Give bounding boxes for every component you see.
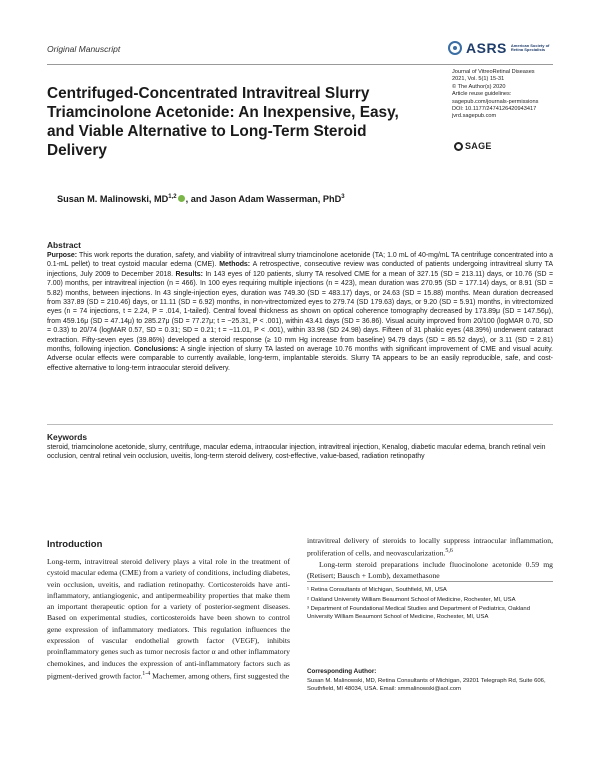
corresponding-author-details: Susan M. Malinowski, MD, Retina Consultants of Michigan, 29201 Telegraph Rd, Suite 606, Southfield, MI 48034, USA. Email: smmalinowski@aol.com (307, 678, 546, 692)
author-connector: , and (185, 194, 210, 205)
affiliation-2: ² Oakland University William Beaumont School of Medicine, Rochester, MI, USA (307, 596, 516, 603)
corresponding-author-heading: Corresponding Author: (307, 668, 377, 675)
methods-text: A retrospective, consecutive review was conducted of patients undergoing intravitreal slurry TA injections, July 2009 to December 2018. (47, 261, 554, 278)
asrs-logo-text: ASRS (466, 40, 507, 56)
conclusions-text: A single injection of slurry TA lasted on average 10.76 months with significant improvement of CME and visual acuity. Adverse ocular effects were comparable to currently available, long-term, implantable steroids. Slurry TA appears to be an easily reproducible, safe, and cost-effective alternative to long-term intraocular steroid delivery. (47, 346, 553, 372)
journal-name: Journal of VitreoRetinal Diseases (452, 69, 535, 75)
doi[interactable]: DOI: 10.1177/2474126420943417 (452, 106, 537, 113)
citation-1-4[interactable]: 1-4 (142, 670, 151, 677)
affiliation-3: ³ Department of Foundational Medical Studies and Department of Pediatrics, Oakland University William Beaumont School of Medicine, Rochester, MI, USA (307, 606, 530, 620)
author-1-affiliation: 1,2 (168, 194, 177, 200)
journal-volume: 2021, Vol. 5(1) 15-31 (452, 76, 505, 83)
sage-logo (454, 141, 492, 151)
keywords-heading: Keywords (47, 432, 88, 442)
keywords-divider (47, 424, 553, 425)
sage-logo-text: SAGE (465, 141, 492, 151)
keywords-list: steroid, triamcinolone acetonide, slurry, centrifuge, macular edema, intraocular injection, intravitreal injection, Kenalog, diabetic macular edema, branch retinal vein occlusion, central retinal vein occlusion, uveitis, long-term steroid delivery, cost-effective, value-based, radiation retinopathy (47, 444, 546, 461)
article-title: Centrifuged-Concentrated Intravitreal Slurry Triamcinolone Acetonide: An Inexpensive, Easy, and Viable Alternative to Long-Term Steroid Delivery (47, 85, 399, 159)
citation-5-6[interactable]: 5,6 (445, 548, 453, 555)
header-divider (47, 64, 553, 65)
intro-paragraph-1: Long-term, intravitreal steroid delivery plays a vital role in the treatment of cystoid macular edema (CME) from a variety of conditions, including diabetes, vein occlusion, uveitis, and radiation retinopathy. Corticosteroids have anti-inflammatory, antiangiogenic, and antipermeability properties that make them an important therapeutic option for a variety of posterior-segment diseases. Based on experimental studies, corticosteroids have been shown to control gene expression of inflammatory mediators. This regulation influences the expression of vascular endothelial growth factor (VEGF), inhibits proinflammatory genes such as tumor necrosis factor α and other inflammatory chemokines, and induces the expression of anti-inflammatory factors such as pigment-derived growth factor. (47, 557, 290, 681)
abstract-heading: Abstract (47, 240, 81, 250)
results-label: Results: (175, 270, 203, 278)
intro-paragraph-1-tail: Machemer, among others, first suggested the (150, 671, 290, 681)
intro-continuation: intravitreal delivery of steroids to locally suppress intraocular inflammation, proliferation of cells, and neovascularization. (307, 536, 553, 558)
conclusions-label: Conclusions: (134, 346, 179, 354)
methods-label: Methods: (219, 261, 251, 269)
asrs-logo-subtext: American Society of Retina Specialists (510, 42, 550, 52)
purpose-label: Purpose: (47, 252, 78, 259)
affiliation-1: ¹ Retina Consultants of Michigan, Southfield, MI, USA (307, 587, 447, 593)
orcid-icon[interactable] (178, 195, 185, 202)
affiliations-list (307, 586, 553, 623)
introduction-left-column (47, 556, 290, 682)
journal-copyright: © The Author(s) 2020 (452, 83, 506, 90)
asrs-logo-icon (448, 41, 462, 55)
author-2-affiliation: 3 (341, 194, 345, 200)
sage-logo-icon (454, 142, 463, 151)
permissions-link[interactable]: sagepub.com/journals-permissions (452, 98, 539, 105)
journal-info-block (452, 69, 562, 121)
intro-paragraph-2: Long-term steroid preparations include fluocinolone acetonide 0.59 mg (Retisert; Bausch + Lomb), dexamethasone (307, 560, 553, 581)
introduction-heading: Introduction (47, 539, 103, 550)
results-text: In 143 eyes of 120 patients, slurry TA resolved CME for a mean of 327.15 (SD = 213.11) days, or 10.76 (SD = 7.00) months, per intravitreal injection (n = 466). In 100 eyes requiring multiple injections (n = 423), mean duration was 270.95 (SD = 177.14) days, or 8.91 (SD = 5.82) months, between injections. In 43 single-injection eyes, duration was 749.30 (SD = 483.17) days, or 24.63 (SD = 15.88) months. Mean duration decreased from 337.89 (SD = 210.46) days, or 11.11 (SD = 6.92) months, in non-vitrectomized eyes to 279.74 (SD 179.63) days, or 9.20 (SD = 5.91) months, in vitrectomized eyes (n = 74 injections, t = 2.24, P = .014, 1-tailed). Central foveal thickness as shown on optical coherence tomography decreased by 173.89μ (SD = 147.56μ), from 459.16μ (SD = 47.14μ) to 285.27μ (SD = 77.27μ; t = −25.31, P < .001), within 43.41 days (SD = 36.86). Visual acuity improved from 20/100 (logMAR 0.70, SD = 0.33) to 20/74 (logMAR 0.57, SD = 0.31; SD = 0.21; t = −11.01, P < .001), within 33.98 (SD 24.98) days. Fifteen of 31 phakic eyes (48.39%) underwent cataract extraction. Fifty-seven eyes (39.86%) developed a steroid response (≥ 10 mm Hg increase from baseline) 94.79 days (SD = 85.52 days), or 3.11 (SD = 2.81) months, following injection. (47, 270, 553, 354)
author-list (57, 194, 345, 204)
asrs-logo (448, 40, 561, 56)
journal-url[interactable]: jvrd.sagepub.com (452, 113, 497, 120)
reuse-guidelines-label: Article reuse guidelines: (452, 91, 512, 98)
manuscript-type-label: Original Manuscript (47, 44, 121, 54)
affiliations-divider (307, 581, 553, 582)
author-2: Jason Adam Wasserman, PhD (209, 194, 342, 205)
abstract-body (47, 251, 553, 373)
purpose-text: This work reports the duration, safety, and viability of intravitreal slurry triamcinolone acetonide (TA; 1.0 mL of 40-mg/mL TA centrifuge concentrated into a 0.1-mL pellet) to treat cystoid macular edema (CME). (47, 252, 553, 269)
introduction-right-column (307, 535, 553, 582)
author-1: Susan M. Malinowski, MD (57, 194, 169, 205)
